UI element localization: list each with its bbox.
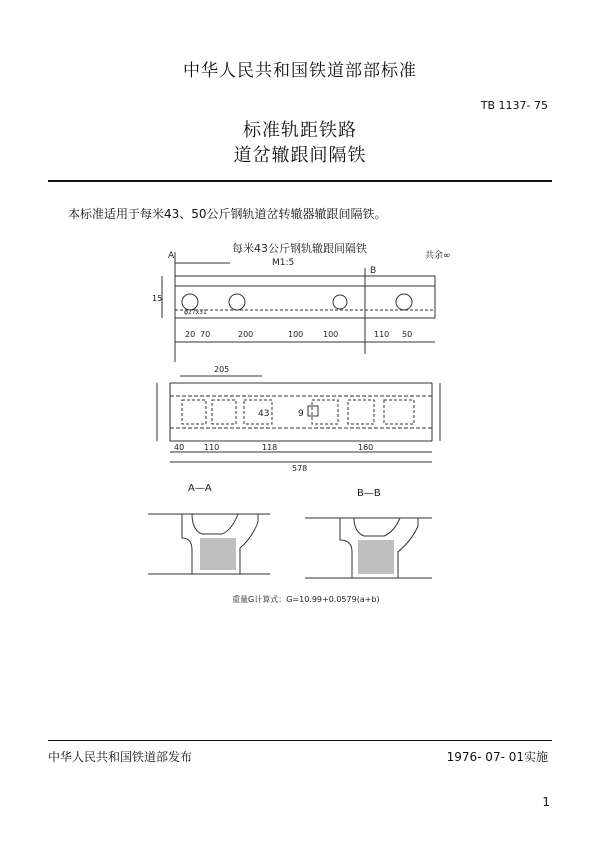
plan-cavity — [312, 400, 338, 424]
cut-mark-a: A — [168, 251, 175, 261]
plan-dim-label: 110 — [204, 443, 220, 452]
section-b-hatch — [358, 540, 394, 574]
plan-cavity — [348, 400, 374, 424]
plan-center-label: 9 — [298, 409, 304, 419]
section-b-label: B—B — [357, 488, 381, 499]
bolt-hole — [229, 294, 245, 310]
dim-label: 200 — [238, 330, 254, 339]
elevation-outline — [175, 276, 435, 318]
bolt-hole — [333, 295, 347, 309]
section-a-hatch — [200, 538, 236, 570]
plan-dim-label: 40 — [174, 443, 185, 452]
plan-dim-label: 578 — [292, 464, 308, 473]
dim-label: 110 — [374, 330, 390, 339]
drawing-title: 每米43公斤钢轨辙跟间隔铁 — [232, 242, 367, 255]
plan-cavity — [182, 400, 206, 424]
footer-rule — [48, 740, 552, 741]
plan-cavity — [212, 400, 236, 424]
dim-label: 100 — [288, 330, 304, 339]
publisher: 中华人民共和国铁道部发布 — [48, 750, 193, 764]
issuing-ministry: 中华人民共和国铁道部部标准 — [183, 61, 417, 81]
dim-label: 20 — [185, 330, 196, 339]
dim-label: 70 — [200, 330, 211, 339]
effective-date: 1976- 07- 01实施 — [446, 750, 548, 764]
bolt-hole — [182, 294, 198, 310]
plan-dim-label: 205 — [214, 365, 230, 374]
bolt-hole — [396, 294, 412, 310]
page-number: 1 — [542, 795, 550, 809]
hole-label: φ27x31 — [184, 309, 207, 316]
cut-mark-b: B — [370, 266, 377, 276]
title-line-1: 标准轨距铁路 — [243, 120, 357, 141]
dim-label: 50 — [402, 330, 413, 339]
title-line-2: 道岔辙跟间隔铁 — [233, 145, 367, 166]
plan-center-label: 43 — [258, 409, 270, 419]
plan-dim-label: 160 — [358, 443, 374, 452]
engineering-drawing — [140, 238, 470, 610]
drawing-scale: M1:5 — [272, 258, 295, 268]
dim-label: 100 — [323, 330, 339, 339]
plan-cavity — [384, 400, 414, 424]
dim-label: 15 — [152, 294, 163, 303]
header-rule — [48, 180, 552, 182]
scope-statement: 本标准适用于每米43、50公斤钢轨道岔转辙器辙跟间隔铁。 — [68, 207, 387, 221]
plan-dim-label: 118 — [262, 443, 278, 452]
section-a-label: A—A — [188, 483, 212, 494]
plan-center-mark — [308, 406, 318, 416]
weight-formula: 重量G计算式：G=10.99+0.0579(a+b) — [232, 595, 380, 604]
sheet-note: 共余∞ — [425, 251, 451, 261]
standard-code: TB 1137- 75 — [480, 99, 548, 112]
